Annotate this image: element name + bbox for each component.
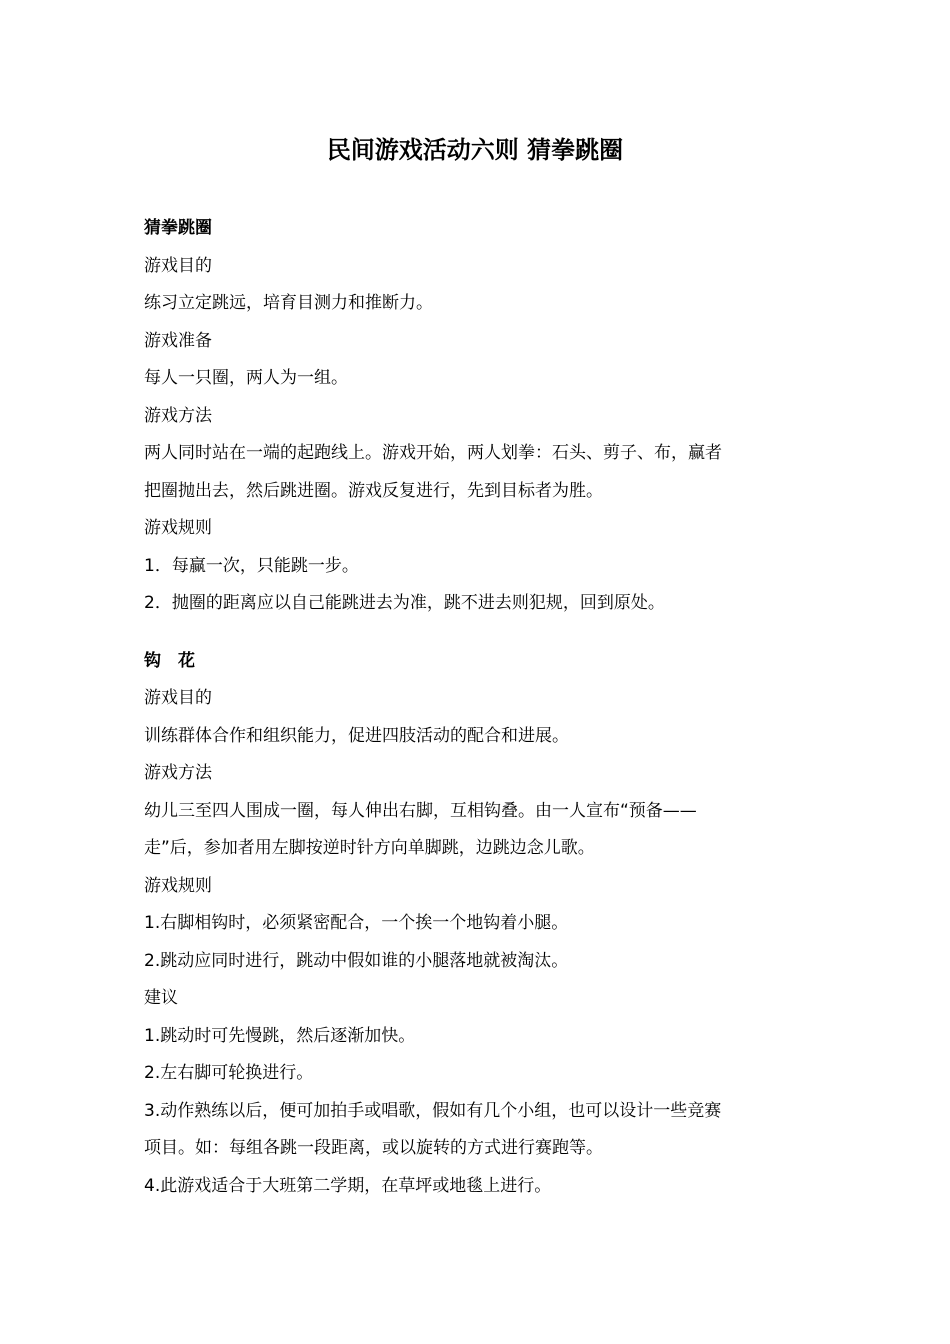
text-line: 把圈抛出去，然后跳进圈。游戏反复进行，先到目标者为胜。 [144, 480, 603, 501]
text-line: 训练群体合作和组织能力，促进四肢活动的配合和进展。 [144, 725, 569, 746]
section-gap [144, 623, 804, 643]
text-line: 练习立定跳远，培育目测力和推断力。 [144, 293, 433, 313]
document-body [144, 210, 804, 1205]
text-line: 每人一只圈，两人为一组。 [144, 368, 348, 388]
section-heading: 猜拳跳圈 [144, 218, 212, 238]
text-line: 游戏规则 [144, 518, 212, 538]
text-line: 游戏方法 [144, 763, 212, 783]
text-line: 1.跳动时可先慢跳，然后逐渐加快。 [144, 1025, 416, 1046]
page-title: 民间游戏活动六则 猜拳跳圈 [326, 136, 624, 164]
text-line: 1.右脚相钩时，必须紧密配合，一个挨一个地钩着小腿。 [144, 913, 569, 933]
section-guess-fist-jump-ring [144, 210, 804, 623]
section-heading: 钩 花 [144, 650, 195, 671]
text-line: 1．每赢一次，只能跳一步。 [144, 555, 359, 576]
text-line: 走”后，参加者用左脚按逆时针方向单脚跳，边跳边念儿歌。 [144, 838, 595, 858]
text-line: 3.动作熟练以后，便可加拍手或唱歌，假如有几个小组，也可以设计一些竞赛 [144, 1100, 722, 1121]
text-line: 两人同时站在一端的起跑线上。游戏开始，两人划拳：石头、剪子、布，赢者 [144, 443, 722, 463]
text-line: 游戏方法 [144, 405, 212, 426]
text-line: 4.此游戏适合于大班第二学期，在草坪或地毯上进行。 [144, 1175, 552, 1196]
text-line: 游戏目的 [144, 255, 212, 276]
text-line: 建议 [144, 988, 178, 1008]
text-line: 游戏规则 [144, 875, 212, 896]
text-line: 2.左右脚可轮换进行。 [144, 1063, 314, 1083]
text-line: 2．抛圈的距离应以自己能跳进去为准，跳不进去则犯规，回到原处。 [144, 593, 665, 613]
text-line: 游戏准备 [144, 330, 212, 351]
text-line: 项目。如：每组各跳一段距离，或以旋转的方式进行赛跑等。 [144, 1138, 603, 1158]
text-line: 幼儿三至四人围成一圈，每人伸出右脚，互相钩叠。由一人宣布“预备—— [144, 800, 697, 821]
section-hook-flower [144, 643, 804, 1206]
text-line: 2.跳动应同时进行，跳动中假如谁的小腿落地就被淘汰。 [144, 950, 569, 971]
text-line: 游戏目的 [144, 688, 212, 708]
